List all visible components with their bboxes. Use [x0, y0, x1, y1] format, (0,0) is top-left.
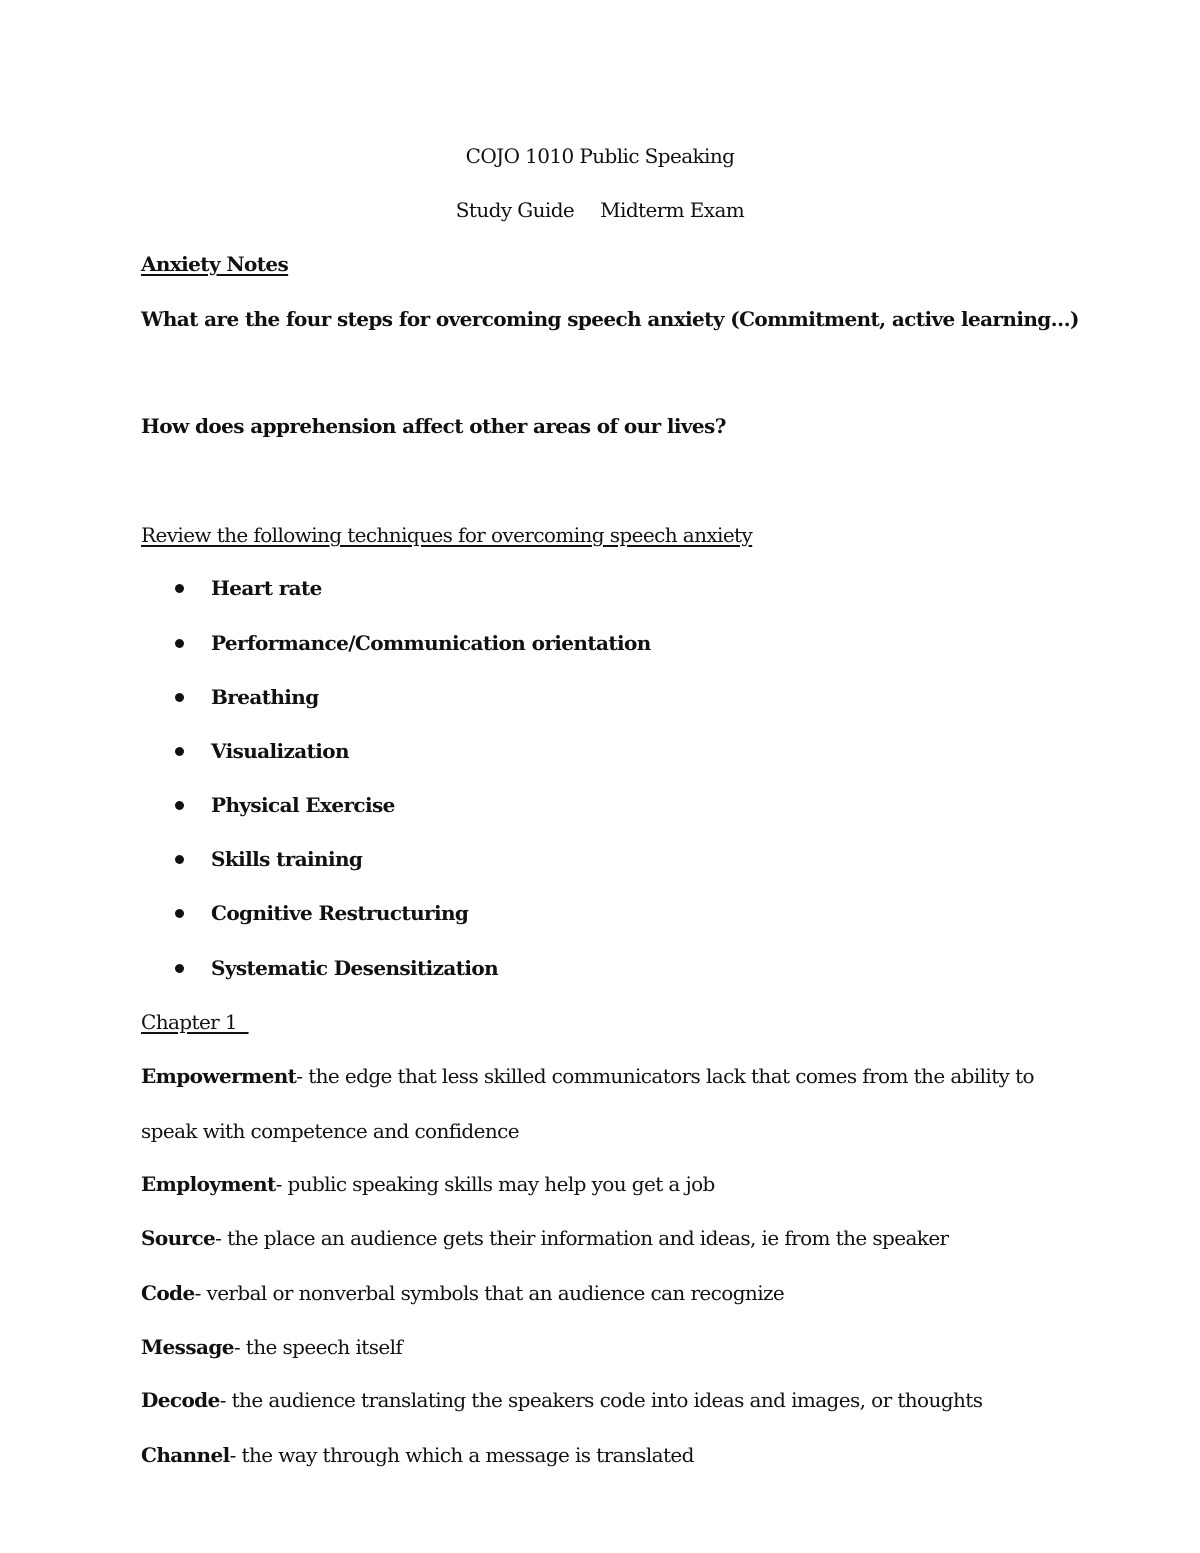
term-employment [141, 1170, 715, 1198]
term-definition: - the audience translating the speakers code into ideas and images, or thoughts [219, 1388, 983, 1412]
technique-label: Breathing [211, 685, 319, 709]
term-message [141, 1333, 402, 1361]
course-title: COJO 1010 Public Speaking [465, 144, 735, 168]
term-definition: - the place an audience gets their information and ideas, ie from the speaker [215, 1226, 949, 1250]
term-name: Decode [141, 1388, 220, 1412]
technique-label: Skills training [211, 847, 363, 871]
technique-label: Heart rate [211, 576, 322, 600]
bullet-icon [175, 639, 184, 648]
subtitle-midterm-exam: Midterm Exam [600, 198, 745, 222]
anxiety-notes-heading: Anxiety Notes [141, 252, 289, 276]
bullet-icon [175, 693, 184, 702]
technique-label: Physical Exercise [211, 793, 395, 817]
review-techniques-heading: Review the following techniques for overcoming speech anxiety [141, 523, 753, 547]
question-apprehension: How does apprehension affect other areas of our lives? [141, 414, 726, 438]
term-decode [141, 1386, 982, 1414]
chapter-1-heading [141, 1008, 249, 1036]
bullet-icon [175, 584, 184, 593]
technique-label: Systematic Desensitization [211, 956, 499, 980]
bullet-icon [175, 747, 184, 756]
exam-subtitle [0, 196, 1200, 224]
term-name: Employment [141, 1172, 276, 1196]
term-definition: - the edge that less skilled communicators lack that comes from the ability to [296, 1064, 1035, 1088]
term-name: Message [141, 1335, 234, 1359]
bullet-icon [175, 909, 184, 918]
bullet-icon [175, 855, 184, 864]
term-empowerment [141, 1062, 1034, 1090]
term-source [141, 1224, 949, 1252]
term-name: Source [141, 1226, 216, 1250]
technique-label: Visualization [211, 739, 349, 763]
term-name: Code [141, 1281, 195, 1305]
term-definition: - verbal or nonverbal symbols that an audience can recognize [194, 1281, 785, 1305]
term-channel [141, 1441, 694, 1469]
term-name: Empowerment [141, 1064, 297, 1088]
question-four-steps: What are the four steps for overcoming speech anxiety (Commitment, active learning…) [141, 307, 1079, 331]
subtitle-study-guide: Study Guide [455, 198, 575, 222]
technique-label: Performance/Communication orientation [211, 631, 651, 655]
chapter-1-label: Chapter 1 [141, 1010, 238, 1034]
term-definition: - the way through which a message is translated [229, 1443, 694, 1467]
term-definition: - public speaking skills may help you get a job [275, 1172, 715, 1196]
technique-label: Cognitive Restructuring [211, 901, 469, 925]
term-name: Channel [141, 1443, 230, 1467]
term-definition: - the speech itself [233, 1335, 403, 1359]
bullet-icon [175, 801, 184, 810]
bullet-icon [175, 964, 184, 973]
term-empowerment-continued: speak with competence and confidence [141, 1119, 519, 1143]
term-code [141, 1279, 784, 1307]
